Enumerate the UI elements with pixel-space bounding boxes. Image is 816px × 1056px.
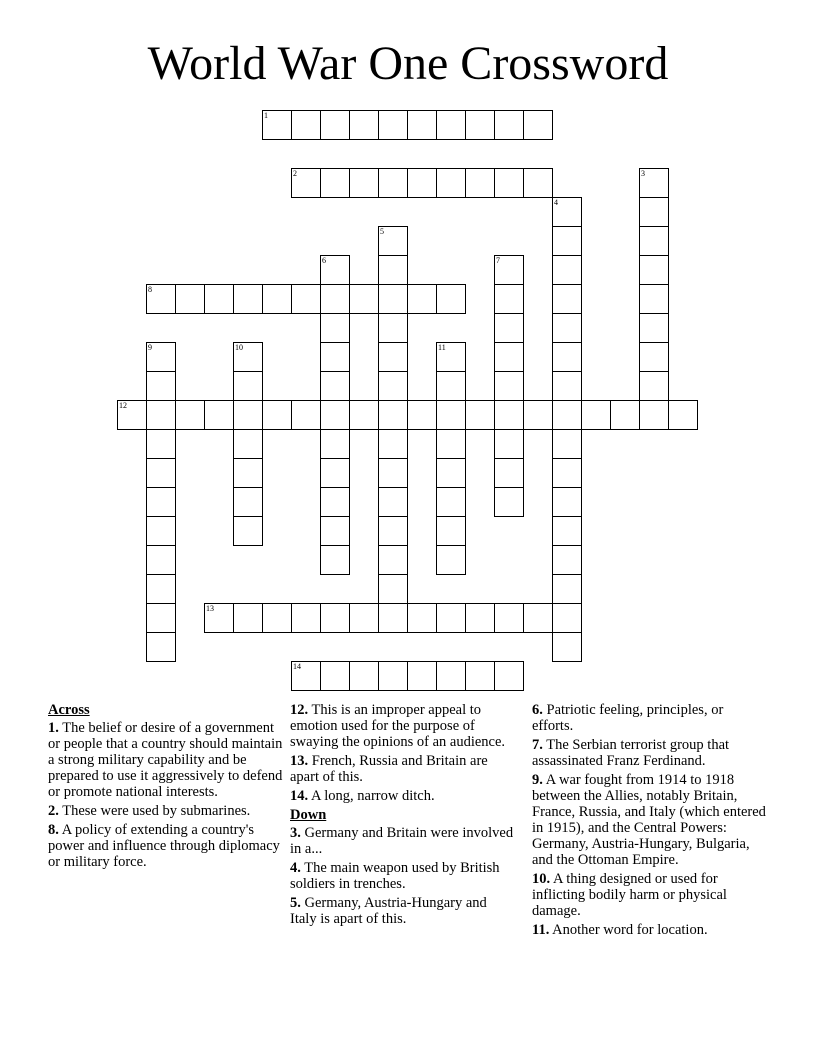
grid-cell[interactable] bbox=[494, 284, 524, 314]
clue-item bbox=[532, 772, 768, 868]
grid-cell[interactable] bbox=[349, 168, 379, 198]
clue-item-text: French, Russia and Britain are apart of this. bbox=[290, 753, 488, 785]
clue-item bbox=[290, 895, 516, 927]
grid-cell[interactable] bbox=[291, 168, 321, 198]
grid-cell[interactable] bbox=[233, 400, 263, 430]
grid-cell[interactable] bbox=[349, 400, 379, 430]
grid-cell[interactable] bbox=[146, 603, 176, 633]
grid-cell[interactable] bbox=[291, 110, 321, 140]
grid-cell[interactable] bbox=[436, 400, 466, 430]
grid-cell[interactable] bbox=[494, 313, 524, 343]
grid-cell[interactable] bbox=[407, 603, 437, 633]
clue-item-text: This is an improper appeal to emotion used for the purpose of swaying the opinions of an audience. bbox=[290, 702, 506, 750]
grid-cell[interactable] bbox=[262, 603, 292, 633]
grid-cell[interactable] bbox=[436, 110, 466, 140]
clue-item-text: The main weapon used by British soldiers in trenches. bbox=[290, 860, 500, 892]
grid-cell[interactable] bbox=[552, 342, 582, 372]
grid-cell[interactable] bbox=[465, 603, 495, 633]
grid-cell[interactable] bbox=[552, 603, 582, 633]
grid-cell[interactable] bbox=[436, 429, 466, 459]
grid-cell[interactable] bbox=[204, 603, 234, 633]
grid-cell[interactable] bbox=[552, 197, 582, 227]
grid-cell[interactable] bbox=[378, 313, 408, 343]
grid-cell[interactable] bbox=[146, 574, 176, 604]
grid-cell[interactable] bbox=[552, 545, 582, 575]
grid-cell[interactable] bbox=[378, 661, 408, 691]
grid-cell[interactable] bbox=[465, 168, 495, 198]
grid-cell[interactable] bbox=[436, 342, 466, 372]
grid-cell[interactable] bbox=[320, 661, 350, 691]
grid-cell[interactable] bbox=[291, 603, 321, 633]
clue-item-text: A policy of extending a country's power and influence through diplomacy or military force. bbox=[48, 822, 280, 870]
grid-cell[interactable] bbox=[523, 110, 553, 140]
down-heading: Down bbox=[290, 807, 327, 823]
clue-item bbox=[532, 922, 768, 938]
grid-cell[interactable] bbox=[523, 400, 553, 430]
clue-number: 9 bbox=[148, 343, 152, 352]
grid-cell[interactable] bbox=[320, 429, 350, 459]
grid-cell[interactable] bbox=[320, 168, 350, 198]
grid-cell[interactable] bbox=[378, 284, 408, 314]
across-heading: Across bbox=[48, 702, 90, 718]
grid-cell[interactable] bbox=[262, 110, 292, 140]
grid-cell[interactable] bbox=[233, 284, 263, 314]
grid-cell[interactable] bbox=[552, 371, 582, 401]
grid-cell[interactable] bbox=[494, 603, 524, 633]
clue-item-text: The belief or desire of a government or people that a country should maintain a strong military capability and be prepared to use it aggressively to defend or promote national interests. bbox=[48, 720, 283, 800]
grid-cell[interactable] bbox=[552, 255, 582, 285]
grid-cell[interactable] bbox=[552, 487, 582, 517]
grid-cell[interactable] bbox=[436, 458, 466, 488]
grid-cell[interactable] bbox=[465, 661, 495, 691]
grid-cell[interactable] bbox=[494, 110, 524, 140]
grid-cell[interactable] bbox=[320, 110, 350, 140]
clue-item-number: 4. bbox=[290, 860, 301, 876]
grid-cell[interactable] bbox=[639, 197, 669, 227]
grid-cell[interactable] bbox=[581, 400, 611, 430]
grid-cell[interactable] bbox=[146, 342, 176, 372]
grid-cell[interactable] bbox=[291, 284, 321, 314]
grid-cell[interactable] bbox=[378, 400, 408, 430]
clue-item-number: 1. bbox=[48, 720, 59, 736]
grid-cell[interactable] bbox=[436, 487, 466, 517]
grid-cell[interactable] bbox=[349, 110, 379, 140]
grid-cell[interactable] bbox=[639, 342, 669, 372]
grid-cell[interactable] bbox=[639, 284, 669, 314]
grid-cell[interactable] bbox=[639, 371, 669, 401]
grid-cell[interactable] bbox=[349, 661, 379, 691]
grid-cell[interactable] bbox=[465, 110, 495, 140]
grid-cell[interactable] bbox=[378, 603, 408, 633]
clue-item bbox=[290, 825, 516, 857]
grid-cell[interactable] bbox=[320, 284, 350, 314]
grid-cell[interactable] bbox=[407, 661, 437, 691]
grid-cell[interactable] bbox=[407, 284, 437, 314]
grid-cell[interactable] bbox=[233, 371, 263, 401]
grid-cell[interactable] bbox=[378, 226, 408, 256]
clue-item-text: Another word for location. bbox=[549, 922, 708, 938]
clue-item-number: 2. bbox=[48, 803, 59, 819]
grid-cell[interactable] bbox=[262, 400, 292, 430]
clue-item bbox=[48, 720, 284, 800]
grid-cell[interactable] bbox=[233, 429, 263, 459]
grid-cell[interactable] bbox=[639, 255, 669, 285]
clue-item-text: These were used by submarines. bbox=[58, 803, 251, 819]
clue-number: 7 bbox=[496, 256, 500, 265]
grid-cell[interactable] bbox=[378, 255, 408, 285]
clue-item-number: 6. bbox=[532, 702, 543, 718]
grid-cell[interactable] bbox=[465, 400, 495, 430]
grid-cell[interactable] bbox=[291, 661, 321, 691]
grid-cell[interactable] bbox=[320, 458, 350, 488]
clue-number: 2 bbox=[293, 169, 297, 178]
grid-cell[interactable] bbox=[320, 516, 350, 546]
clue-number: 14 bbox=[293, 662, 301, 671]
grid-cell[interactable] bbox=[320, 371, 350, 401]
clue-item-number: 12. bbox=[290, 702, 309, 718]
grid-cell[interactable] bbox=[436, 545, 466, 575]
clue-number: 3 bbox=[641, 169, 645, 178]
grid-cell[interactable] bbox=[639, 400, 669, 430]
clue-item-text: A war fought from 1914 to 1918 between the Allies, notably Britain, France, Russia, and Italy (which entered in 1915), and the Central Powers: Germany, Austria-Hungary, Bulgaria, and the Ottoman Empire. bbox=[532, 772, 766, 868]
grid-cell[interactable] bbox=[146, 516, 176, 546]
grid-cell[interactable] bbox=[349, 603, 379, 633]
grid-cell[interactable] bbox=[378, 110, 408, 140]
clue-item-text: Patriotic feeling, principles, or efforts. bbox=[532, 702, 724, 734]
grid-cell[interactable] bbox=[320, 400, 350, 430]
grid-cell[interactable] bbox=[204, 400, 234, 430]
grid-cell[interactable] bbox=[175, 284, 205, 314]
grid-cell[interactable] bbox=[436, 516, 466, 546]
grid-cell[interactable] bbox=[436, 284, 466, 314]
grid-cell[interactable] bbox=[204, 284, 234, 314]
clue-item bbox=[290, 788, 516, 804]
grid-cell[interactable] bbox=[639, 168, 669, 198]
clue-item bbox=[532, 871, 768, 919]
grid-cell[interactable] bbox=[639, 226, 669, 256]
clue-item bbox=[48, 822, 284, 870]
clue-number: 10 bbox=[235, 343, 243, 352]
clue-item bbox=[532, 702, 768, 734]
grid-cell[interactable] bbox=[320, 487, 350, 517]
clue-item-number: 10. bbox=[532, 871, 551, 887]
grid-cell[interactable] bbox=[552, 458, 582, 488]
clues-column-3 bbox=[532, 702, 768, 941]
clue-item bbox=[290, 860, 516, 892]
grid-cell[interactable] bbox=[233, 458, 263, 488]
clue-number: 4 bbox=[554, 198, 558, 207]
grid-cell[interactable] bbox=[552, 516, 582, 546]
grid-cell[interactable] bbox=[175, 400, 205, 430]
clue-item-text: Germany, Austria-Hungary and Italy is apart of this. bbox=[290, 895, 487, 927]
grid-cell[interactable] bbox=[494, 342, 524, 372]
clue-item-number: 9. bbox=[532, 772, 543, 788]
grid-cell[interactable] bbox=[494, 429, 524, 459]
grid-cell[interactable] bbox=[552, 400, 582, 430]
grid-cell[interactable] bbox=[378, 429, 408, 459]
grid-cell[interactable] bbox=[146, 429, 176, 459]
clue-number: 5 bbox=[380, 227, 384, 236]
clues-column-2 bbox=[290, 702, 516, 930]
grid-cell[interactable] bbox=[552, 284, 582, 314]
grid-cell[interactable] bbox=[320, 313, 350, 343]
grid-cell[interactable] bbox=[494, 255, 524, 285]
grid-cell[interactable] bbox=[552, 226, 582, 256]
grid-cell[interactable] bbox=[407, 168, 437, 198]
grid-cell[interactable] bbox=[407, 110, 437, 140]
clue-item-number: 5. bbox=[290, 895, 301, 911]
clue-item-number: 11. bbox=[532, 922, 550, 938]
grid-cell[interactable] bbox=[320, 255, 350, 285]
grid-cell[interactable] bbox=[146, 487, 176, 517]
clue-item-number: 8. bbox=[48, 822, 59, 838]
grid-cell[interactable] bbox=[233, 516, 263, 546]
grid-cell[interactable] bbox=[146, 284, 176, 314]
grid-cell[interactable] bbox=[407, 400, 437, 430]
grid-cell[interactable] bbox=[146, 632, 176, 662]
clue-item-text: A thing designed or used for inflicting bodily harm or physical damage. bbox=[532, 871, 727, 919]
clue-item-text: Germany and Britain were involved in a... bbox=[290, 825, 514, 857]
grid-cell[interactable] bbox=[378, 458, 408, 488]
grid-cell[interactable] bbox=[523, 603, 553, 633]
grid-cell[interactable] bbox=[668, 400, 698, 430]
grid-cell[interactable] bbox=[436, 603, 466, 633]
grid-cell[interactable] bbox=[378, 168, 408, 198]
clue-number: 1 bbox=[264, 111, 268, 120]
grid-cell[interactable] bbox=[378, 545, 408, 575]
grid-cell[interactable] bbox=[320, 603, 350, 633]
clue-item-number: 3. bbox=[290, 825, 301, 841]
grid-cell[interactable] bbox=[291, 400, 321, 430]
grid-cell[interactable] bbox=[436, 661, 466, 691]
clues-column-1 bbox=[48, 702, 284, 873]
clue-item-text: A long, narrow ditch. bbox=[308, 788, 435, 804]
grid-cell[interactable] bbox=[146, 371, 176, 401]
grid-cell[interactable] bbox=[233, 487, 263, 517]
grid-cell[interactable] bbox=[117, 400, 147, 430]
clue-item bbox=[532, 737, 768, 769]
grid-cell[interactable] bbox=[552, 429, 582, 459]
clue-number: 11 bbox=[438, 343, 446, 352]
grid-cell[interactable] bbox=[523, 168, 553, 198]
grid-cell[interactable] bbox=[262, 284, 292, 314]
grid-cell[interactable] bbox=[494, 371, 524, 401]
grid-cell[interactable] bbox=[494, 458, 524, 488]
grid-cell[interactable] bbox=[378, 487, 408, 517]
grid-cell[interactable] bbox=[378, 342, 408, 372]
grid-cell[interactable] bbox=[146, 400, 176, 430]
clue-item-text: The Serbian terrorist group that assassinated Franz Ferdinand. bbox=[532, 737, 730, 769]
grid-cell[interactable] bbox=[320, 342, 350, 372]
grid-cell[interactable] bbox=[552, 574, 582, 604]
grid-cell[interactable] bbox=[494, 168, 524, 198]
page-title: World War One Crossword bbox=[147, 37, 669, 90]
grid-cell[interactable] bbox=[146, 545, 176, 575]
clue-item bbox=[48, 803, 284, 819]
grid-cell[interactable] bbox=[146, 458, 176, 488]
clue-number: 13 bbox=[206, 604, 214, 613]
clue-item-number: 13. bbox=[290, 753, 309, 769]
clue-item-number: 7. bbox=[532, 737, 543, 753]
grid-cell[interactable] bbox=[436, 371, 466, 401]
grid-cell[interactable] bbox=[552, 632, 582, 662]
grid-cell[interactable] bbox=[494, 400, 524, 430]
grid-cell[interactable] bbox=[378, 574, 408, 604]
grid-cell[interactable] bbox=[233, 342, 263, 372]
grid-cell[interactable] bbox=[639, 313, 669, 343]
grid-cell[interactable] bbox=[494, 487, 524, 517]
grid-cell[interactable] bbox=[349, 284, 379, 314]
grid-cell[interactable] bbox=[494, 661, 524, 691]
clue-number: 8 bbox=[148, 285, 152, 294]
grid-cell[interactable] bbox=[378, 516, 408, 546]
grid-cell[interactable] bbox=[378, 371, 408, 401]
grid-cell[interactable] bbox=[320, 545, 350, 575]
grid-cell[interactable] bbox=[610, 400, 640, 430]
clue-number: 6 bbox=[322, 256, 326, 265]
grid-cell[interactable] bbox=[436, 168, 466, 198]
clue-number: 12 bbox=[119, 401, 127, 410]
clue-item bbox=[290, 753, 516, 785]
grid-cell[interactable] bbox=[552, 313, 582, 343]
grid-cell[interactable] bbox=[233, 603, 263, 633]
clue-item bbox=[290, 702, 516, 750]
clue-item-number: 14. bbox=[290, 788, 309, 804]
